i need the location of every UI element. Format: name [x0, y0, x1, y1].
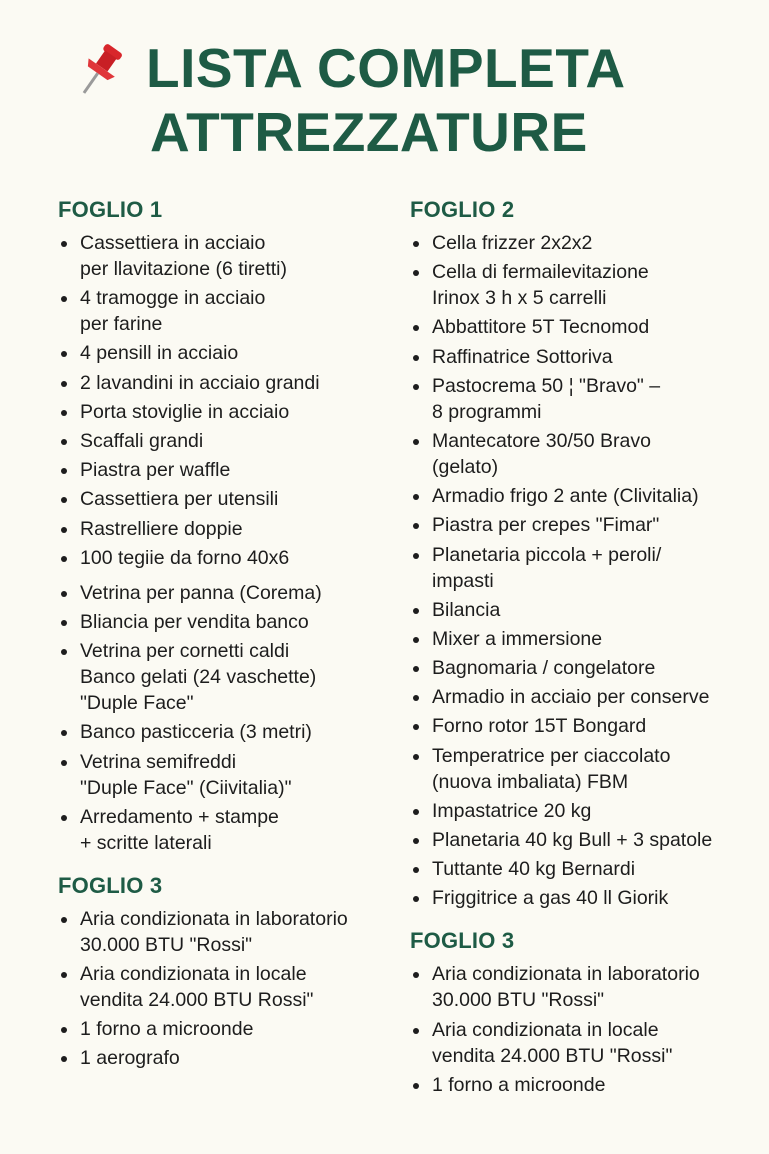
right-column: [410, 196, 755, 1101]
list-item: Aria condizionata in laboratorio 30.000 BTU "Rossi": [410, 961, 755, 1013]
list-item: Cassettiera in acciaio per llavitazione (6 tiretti): [58, 230, 388, 282]
list-item: Cassettiera per utensili: [58, 486, 388, 512]
list-item: 1 forno a microonde: [58, 1016, 388, 1042]
list-item: Friggitrice a gas 40 ll Giorik: [410, 885, 755, 911]
foglio3-list: [410, 961, 755, 1097]
list-item: 1 aerografo: [58, 1045, 388, 1071]
right-foglio3-section: [410, 927, 755, 1097]
list-item: 2 lavandini in acciaio grandi: [58, 370, 388, 396]
list-item: Forno rotor 15T Bongard: [410, 713, 755, 739]
page-header: [0, 38, 769, 168]
list-item: Arredamento + stampe + scritte laterali: [58, 804, 388, 856]
list-item: Impastatrice 20 kg: [410, 798, 755, 824]
list-item: Cella di fermailevitazione Irinox 3 h x 5 carrelli: [410, 259, 755, 311]
foglio3-heading: FOGLIO 3: [58, 872, 163, 898]
list-item: Raffinatrice Sottoriva: [410, 344, 755, 370]
foglio1-heading: FOGLIO 1: [58, 197, 163, 222]
list-item: Pastocrema 50 ¦ "Bravo" – 8 programmi: [410, 373, 755, 425]
pushpin-icon: [72, 40, 128, 100]
list-item: Vetrina semifreddi "Duple Face" (Ciivitalia)": [58, 749, 388, 801]
list-item: 1 forno a microonde: [410, 1072, 755, 1098]
list-item: Cella frizzer 2x2x2: [410, 230, 755, 256]
left-column: [58, 196, 388, 1075]
list-item: Banco pasticceria (3 metri): [58, 719, 388, 745]
list-item: Armadio in acciaio per conserve: [410, 684, 755, 710]
page-title-line-1: LISTA COMPLETA: [146, 37, 626, 99]
list-item: Aria condizionata in locale vendita 24.000 BTU Rossi": [58, 961, 388, 1013]
list-item: Mixer a immersione: [410, 626, 755, 652]
foglio2-heading: FOGLIO 2: [410, 197, 515, 222]
foglio3-list: [58, 906, 388, 1072]
list-item: Vetrina per cornetti caldi Banco gelati (24 vaschette) "Duple Face": [58, 638, 388, 716]
list-item: Porta stoviglie in acciaio: [58, 399, 388, 425]
list-item: 100 tegiie da forno 40x6: [58, 545, 388, 571]
foglio1-list-b: [58, 580, 388, 856]
list-item: Planetaria piccola + peroli/ impasti: [410, 542, 755, 594]
left-foglio3-section: [58, 872, 388, 1072]
list-item: Aria condizionata in laboratorio 30.000 BTU "Rossi": [58, 906, 388, 958]
list-item: 4 tramogge in acciaio per farine: [58, 285, 388, 337]
list-item: Bagnomaria / congelatore: [410, 655, 755, 681]
list-item: Tuttante 40 kg Bernardi: [410, 856, 755, 882]
list-item: 4 pensill in acciaio: [58, 340, 388, 366]
list-item: Temperatrice per ciaccolato (nuova imbaliata) FBM: [410, 743, 755, 795]
list-item: Bliancia per vendita banco: [58, 609, 388, 635]
list-item: Planetaria 40 kg Bull + 3 spatole: [410, 827, 755, 853]
list-item: Abbattitore 5T Tecnomod: [410, 314, 755, 340]
list-item: Bilancia: [410, 597, 755, 623]
foglio3-heading: FOGLIO 3: [410, 928, 515, 954]
list-item: Scaffali grandi: [58, 428, 388, 454]
list-item: Piastra per waffle: [58, 457, 388, 483]
foglio1-list: [58, 230, 388, 571]
list-item: Aria condizionata in locale vendita 24.000 BTU "Rossi": [410, 1017, 755, 1069]
foglio2-list: [410, 230, 755, 911]
list-item: Piastra per crepes "Fimar": [410, 512, 755, 538]
list-item: Mantecatore 30/50 Bravo (gelato): [410, 428, 755, 480]
list-item: Rastrelliere doppie: [58, 516, 388, 542]
list-item: Armadio frigo 2 ante (Clivitalia): [410, 483, 755, 509]
list-item: Vetrina per panna (Corema): [58, 580, 388, 606]
page-title-line-2: ATTREZZATURE: [150, 101, 588, 163]
